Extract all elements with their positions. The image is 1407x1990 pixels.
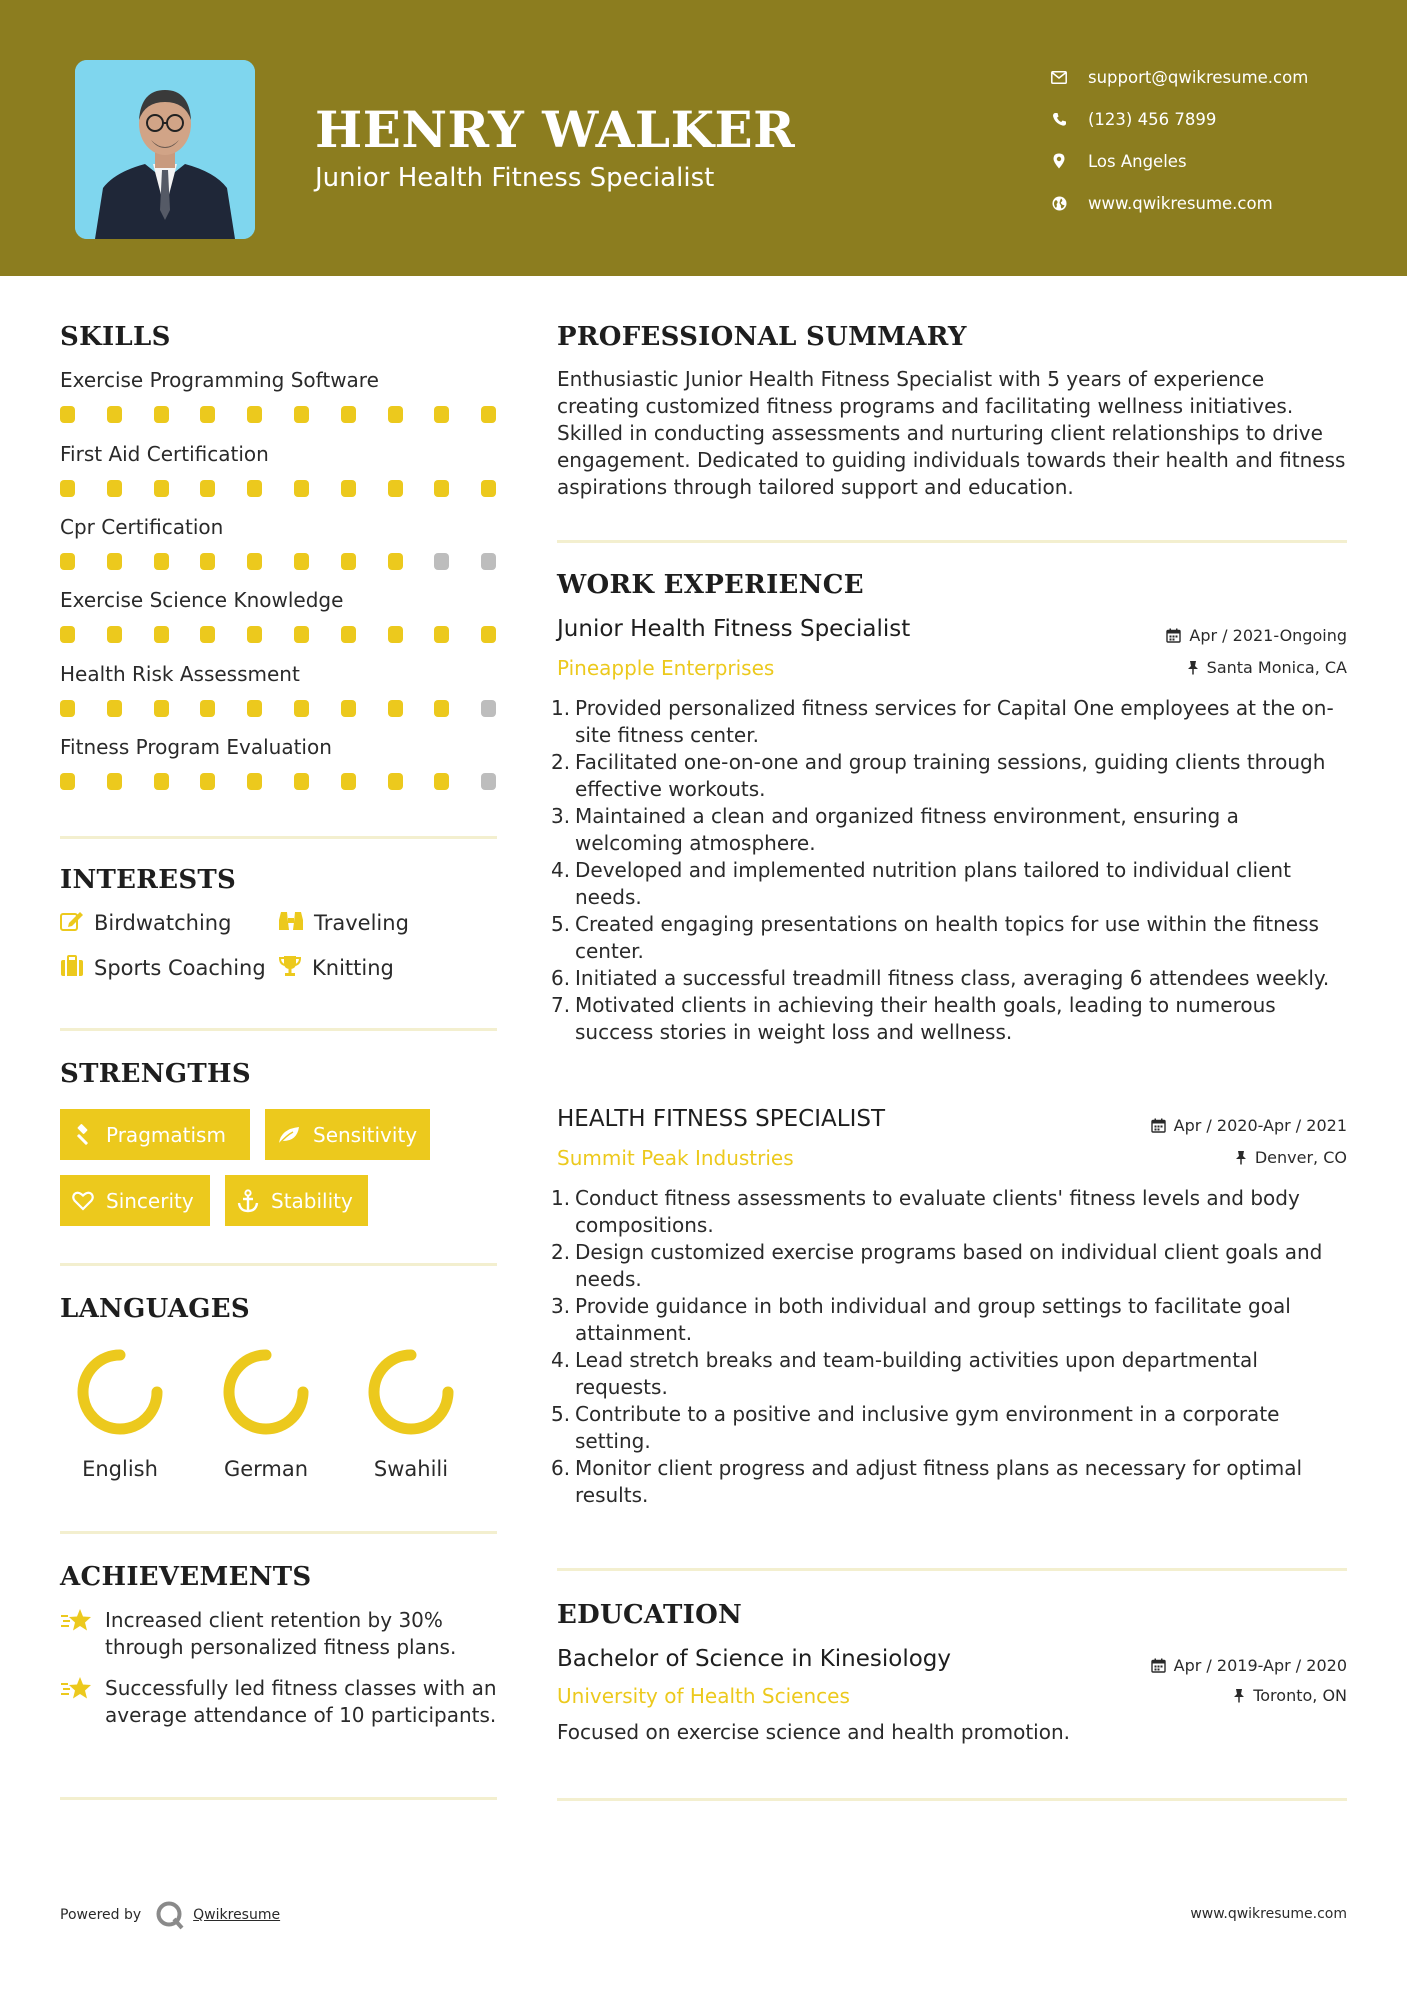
pencil-icon [60, 910, 84, 936]
phone-icon [1050, 110, 1068, 128]
education-degree: Bachelor of Science in Kinesiology [557, 1646, 952, 1672]
contact-location-text: Los Angeles [1088, 151, 1187, 171]
divider [557, 540, 1347, 543]
skill-dot [294, 406, 309, 423]
language-item [356, 1347, 466, 1481]
candidate-title: Junior Health Fitness Specialist [315, 163, 715, 193]
skill-dot [388, 406, 403, 423]
contact-list [1050, 56, 1308, 224]
divider [60, 1531, 497, 1534]
divider [60, 1797, 497, 1800]
skill-dot [154, 480, 169, 497]
calendar-icon [1151, 1118, 1166, 1133]
list-item: 1. Provided personalized fitness services for Capital One employees at the on-site fitness center. [551, 696, 1334, 747]
job-bullets [551, 695, 1341, 1046]
interests-heading: INTERESTS [60, 865, 237, 895]
strengths-heading: STRENGTHS [60, 1059, 251, 1089]
languages-heading: LANGUAGES [60, 1294, 250, 1324]
summary-text: Enthusiastic Junior Health Fitness Specialist with 5 years of experience creating customized fitness programs and facilitating wellness initiatives. Skilled in conducting assessments and nurturing client relationships to drive engagement. Dedicated to guiding individuals towards their health and fitness aspirations through tailored support and education. [557, 367, 1346, 499]
achievement-text: Increased client retention by 30% through personalized fitness plans. [105, 1608, 457, 1659]
education-dates-text: Apr / 2019-Apr / 2020 [1173, 1656, 1347, 1675]
interest-label: Traveling [314, 911, 409, 935]
interest-label: Sports Coaching [94, 956, 266, 980]
contact-website[interactable] [1050, 182, 1308, 224]
skill-dot [388, 700, 403, 717]
list-item: 4. Lead stretch breaks and team-building activities upon departmental requests. [551, 1348, 1258, 1399]
list-item: 3. Provide guidance in both individual and group settings to facilitate goal attainment. [551, 1294, 1291, 1345]
job-dates-text: Apr / 2021-Ongoing [1189, 626, 1347, 645]
skill-dot [481, 626, 496, 643]
pushpin-icon [1187, 660, 1199, 675]
envelope-icon [1050, 68, 1068, 86]
contact-location [1050, 140, 1308, 182]
skill-dot [341, 553, 356, 570]
contact-email-text: support@qwikresume.com [1088, 67, 1309, 87]
language-level-ring [221, 1347, 311, 1437]
skill-rating [60, 406, 500, 424]
skill-rating [60, 553, 500, 571]
skill-dot [341, 406, 356, 423]
skill-item [60, 588, 500, 644]
skill-name: Cpr Certification [60, 515, 224, 539]
job-role: Junior Health Fitness Specialist [557, 616, 911, 642]
skill-dot [294, 553, 309, 570]
contact-phone-text: (123) 456 7899 [1088, 109, 1217, 129]
job-location-text: Denver, CO [1254, 1148, 1347, 1167]
list-item: 7. Motivated clients in achieving their health goals, leading to numerous success stories in weight loss and wellness. [551, 993, 1276, 1044]
skill-dot [247, 773, 262, 790]
profile-photo [75, 60, 255, 239]
skill-dot [247, 626, 262, 643]
skill-dot [247, 480, 262, 497]
interest-item [278, 955, 394, 981]
skill-dot [294, 773, 309, 790]
pushpin-icon [1235, 1150, 1247, 1165]
interest-item [278, 910, 409, 936]
skill-dot [60, 626, 75, 643]
skill-dot [200, 480, 215, 497]
star-icon [60, 1607, 94, 1661]
skill-name: Exercise Science Knowledge [60, 588, 344, 612]
skill-dot [247, 553, 262, 570]
job-dates [1166, 626, 1347, 645]
heart-icon [72, 1191, 94, 1211]
skill-name: Health Risk Assessment [60, 662, 300, 686]
education-school: University of Health Sciences [557, 1684, 850, 1708]
strength-tag [60, 1109, 250, 1160]
skill-dot [434, 480, 449, 497]
education-location-text: Toronto, ON [1253, 1686, 1347, 1705]
skill-rating [60, 626, 500, 644]
list-item: 3. Maintained a clean and organized fitness environment, ensuring a welcoming atmosphere. [551, 804, 1239, 855]
contact-website-text: www.qwikresume.com [1088, 193, 1273, 213]
skill-dot [481, 406, 496, 423]
skill-dot [341, 626, 356, 643]
language-label: German [223, 1457, 309, 1481]
footer-branding [60, 1900, 280, 1930]
experience-heading: WORK EXPERIENCE [557, 570, 864, 600]
skill-dot [107, 553, 122, 570]
calendar-icon [1151, 1658, 1166, 1673]
candidate-name: HENRY WALKER [315, 100, 796, 159]
strength-label: Sensitivity [313, 1122, 418, 1147]
interest-item [60, 955, 266, 981]
strength-label: Stability [271, 1188, 353, 1213]
skill-name: First Aid Certification [60, 442, 269, 466]
list-item: 6. Initiated a successful treadmill fitness class, averaging 6 attendees weekly. [551, 966, 1330, 990]
skill-dot [200, 700, 215, 717]
job-dates-text: Apr / 2020-Apr / 2021 [1173, 1116, 1347, 1135]
skill-dot [60, 553, 75, 570]
skill-dot [200, 406, 215, 423]
language-label: Swahili [373, 1457, 449, 1481]
skill-name: Fitness Program Evaluation [60, 735, 332, 759]
skill-dot [60, 480, 75, 497]
skill-dot [247, 406, 262, 423]
skill-name: Exercise Programming Software [60, 368, 379, 392]
skill-dot [481, 553, 496, 570]
language-level-arc [374, 1355, 448, 1429]
skill-dot [107, 773, 122, 790]
list-item: 2. Facilitated one-on-one and group training sessions, guiding clients through effective workouts. [551, 750, 1326, 801]
achievement-item [60, 1607, 500, 1661]
skill-dot [60, 406, 75, 423]
divider [60, 836, 497, 839]
skill-dot [107, 480, 122, 497]
skill-dot [107, 626, 122, 643]
calendar-icon [1166, 628, 1181, 643]
language-level-arc [229, 1355, 303, 1429]
skill-dot [200, 773, 215, 790]
skill-item [60, 368, 500, 424]
skill-dot [154, 773, 169, 790]
leaf-icon [277, 1125, 301, 1145]
skill-item [60, 662, 500, 718]
divider [60, 1263, 497, 1266]
skill-dot [294, 626, 309, 643]
skill-dot [60, 700, 75, 717]
language-item [211, 1347, 321, 1481]
education-description: Focused on exercise science and health promotion. [557, 1720, 1071, 1744]
skill-dot [341, 773, 356, 790]
list-item: 4. Developed and implemented nutrition plans tailored to individual client needs. [551, 858, 1291, 909]
skill-item [60, 442, 500, 498]
skill-dot [341, 700, 356, 717]
job-bullets [551, 1185, 1341, 1509]
list-item: 5. Contribute to a positive and inclusive gym environment in a corporate setting. [551, 1402, 1280, 1453]
skill-dot [341, 480, 356, 497]
powered-by-text: Powered by [60, 1907, 142, 1923]
job-role: HEALTH FITNESS SPECIALIST [557, 1106, 885, 1132]
list-item: 5. Created engaging presentations on health topics for use within the fitness center. [551, 912, 1319, 963]
interest-label: Knitting [312, 956, 394, 980]
achievement-text: Successfully led fitness classes with an average attendance of 10 participants. [105, 1676, 497, 1727]
skill-item [60, 515, 500, 571]
divider [60, 1028, 497, 1031]
job-location [1235, 1148, 1347, 1167]
job-dates [1151, 1116, 1347, 1135]
divider [557, 1798, 1347, 1801]
skill-dot [481, 480, 496, 497]
suitcase-icon [60, 955, 84, 981]
pushpin-icon [1233, 1688, 1245, 1703]
language-label: English [82, 1457, 158, 1481]
education-dates [1151, 1656, 1347, 1675]
contact-phone[interactable] [1050, 98, 1308, 140]
star-icon [60, 1675, 94, 1729]
language-level-arc [83, 1355, 157, 1429]
strength-label: Sincerity [106, 1188, 194, 1213]
skill-dot [388, 773, 403, 790]
strength-tag [265, 1109, 430, 1160]
strength-tag [60, 1175, 210, 1226]
skills-heading: SKILLS [60, 322, 171, 352]
trophy-icon [278, 955, 302, 981]
skill-dot [481, 773, 496, 790]
skill-item [60, 735, 500, 791]
skill-dot [247, 700, 262, 717]
skill-dot [107, 406, 122, 423]
skill-dot [434, 700, 449, 717]
anchor-icon [237, 1189, 259, 1213]
skill-dot [434, 626, 449, 643]
language-level-ring [75, 1347, 165, 1437]
qwikresume-logo-icon [155, 1900, 185, 1930]
skill-dot [434, 553, 449, 570]
skill-dot [294, 480, 309, 497]
summary-heading: PROFESSIONAL SUMMARY [557, 322, 967, 352]
strength-label: Pragmatism [106, 1122, 226, 1147]
list-item: 6. Monitor client progress and adjust fitness plans as necessary for optimal results. [551, 1456, 1303, 1507]
footer-website[interactable]: www.qwikresume.com [1190, 1906, 1347, 1922]
job-location [1187, 658, 1347, 677]
interest-item [60, 910, 231, 936]
language-item [65, 1347, 175, 1481]
skill-dot [434, 406, 449, 423]
skill-dot [388, 480, 403, 497]
skill-rating [60, 480, 500, 498]
resume-header [0, 0, 1407, 276]
job-location-text: Santa Monica, CA [1206, 658, 1347, 677]
globe-icon [1050, 194, 1068, 212]
skill-dot [60, 773, 75, 790]
skill-dot [434, 773, 449, 790]
achievements-heading: ACHIEVEMENTS [60, 1562, 312, 1592]
language-level-ring [366, 1347, 456, 1437]
list-item: 2. Design customized exercise programs based on individual client goals and needs. [551, 1240, 1323, 1291]
skill-dot [200, 626, 215, 643]
education-heading: EDUCATION [557, 1600, 743, 1630]
job-company: Pineapple Enterprises [557, 656, 775, 680]
skill-dot [388, 553, 403, 570]
skill-dot [154, 406, 169, 423]
list-item: 1. Conduct fitness assessments to evaluate clients' fitness levels and body compositions. [551, 1186, 1300, 1237]
divider [557, 1568, 1347, 1571]
skill-rating [60, 773, 500, 791]
job-company: Summit Peak Industries [557, 1146, 794, 1170]
contact-email[interactable] [1050, 56, 1308, 98]
education-location [1233, 1686, 1347, 1705]
location-pin-icon [1050, 152, 1068, 170]
skill-dot [200, 553, 215, 570]
skill-rating [60, 700, 500, 718]
skill-dot [388, 626, 403, 643]
skill-dot [154, 700, 169, 717]
binoculars-icon [278, 910, 304, 936]
interest-label: Birdwatching [94, 911, 232, 935]
achievement-item [60, 1675, 500, 1729]
skill-dot [294, 700, 309, 717]
skill-dot [154, 553, 169, 570]
skill-dot [107, 700, 122, 717]
strength-tag [225, 1175, 368, 1226]
skill-dot [154, 626, 169, 643]
skill-dot [481, 700, 496, 717]
gavel-icon [72, 1124, 94, 1146]
qwikresume-link[interactable]: Qwikresume [193, 1907, 281, 1923]
